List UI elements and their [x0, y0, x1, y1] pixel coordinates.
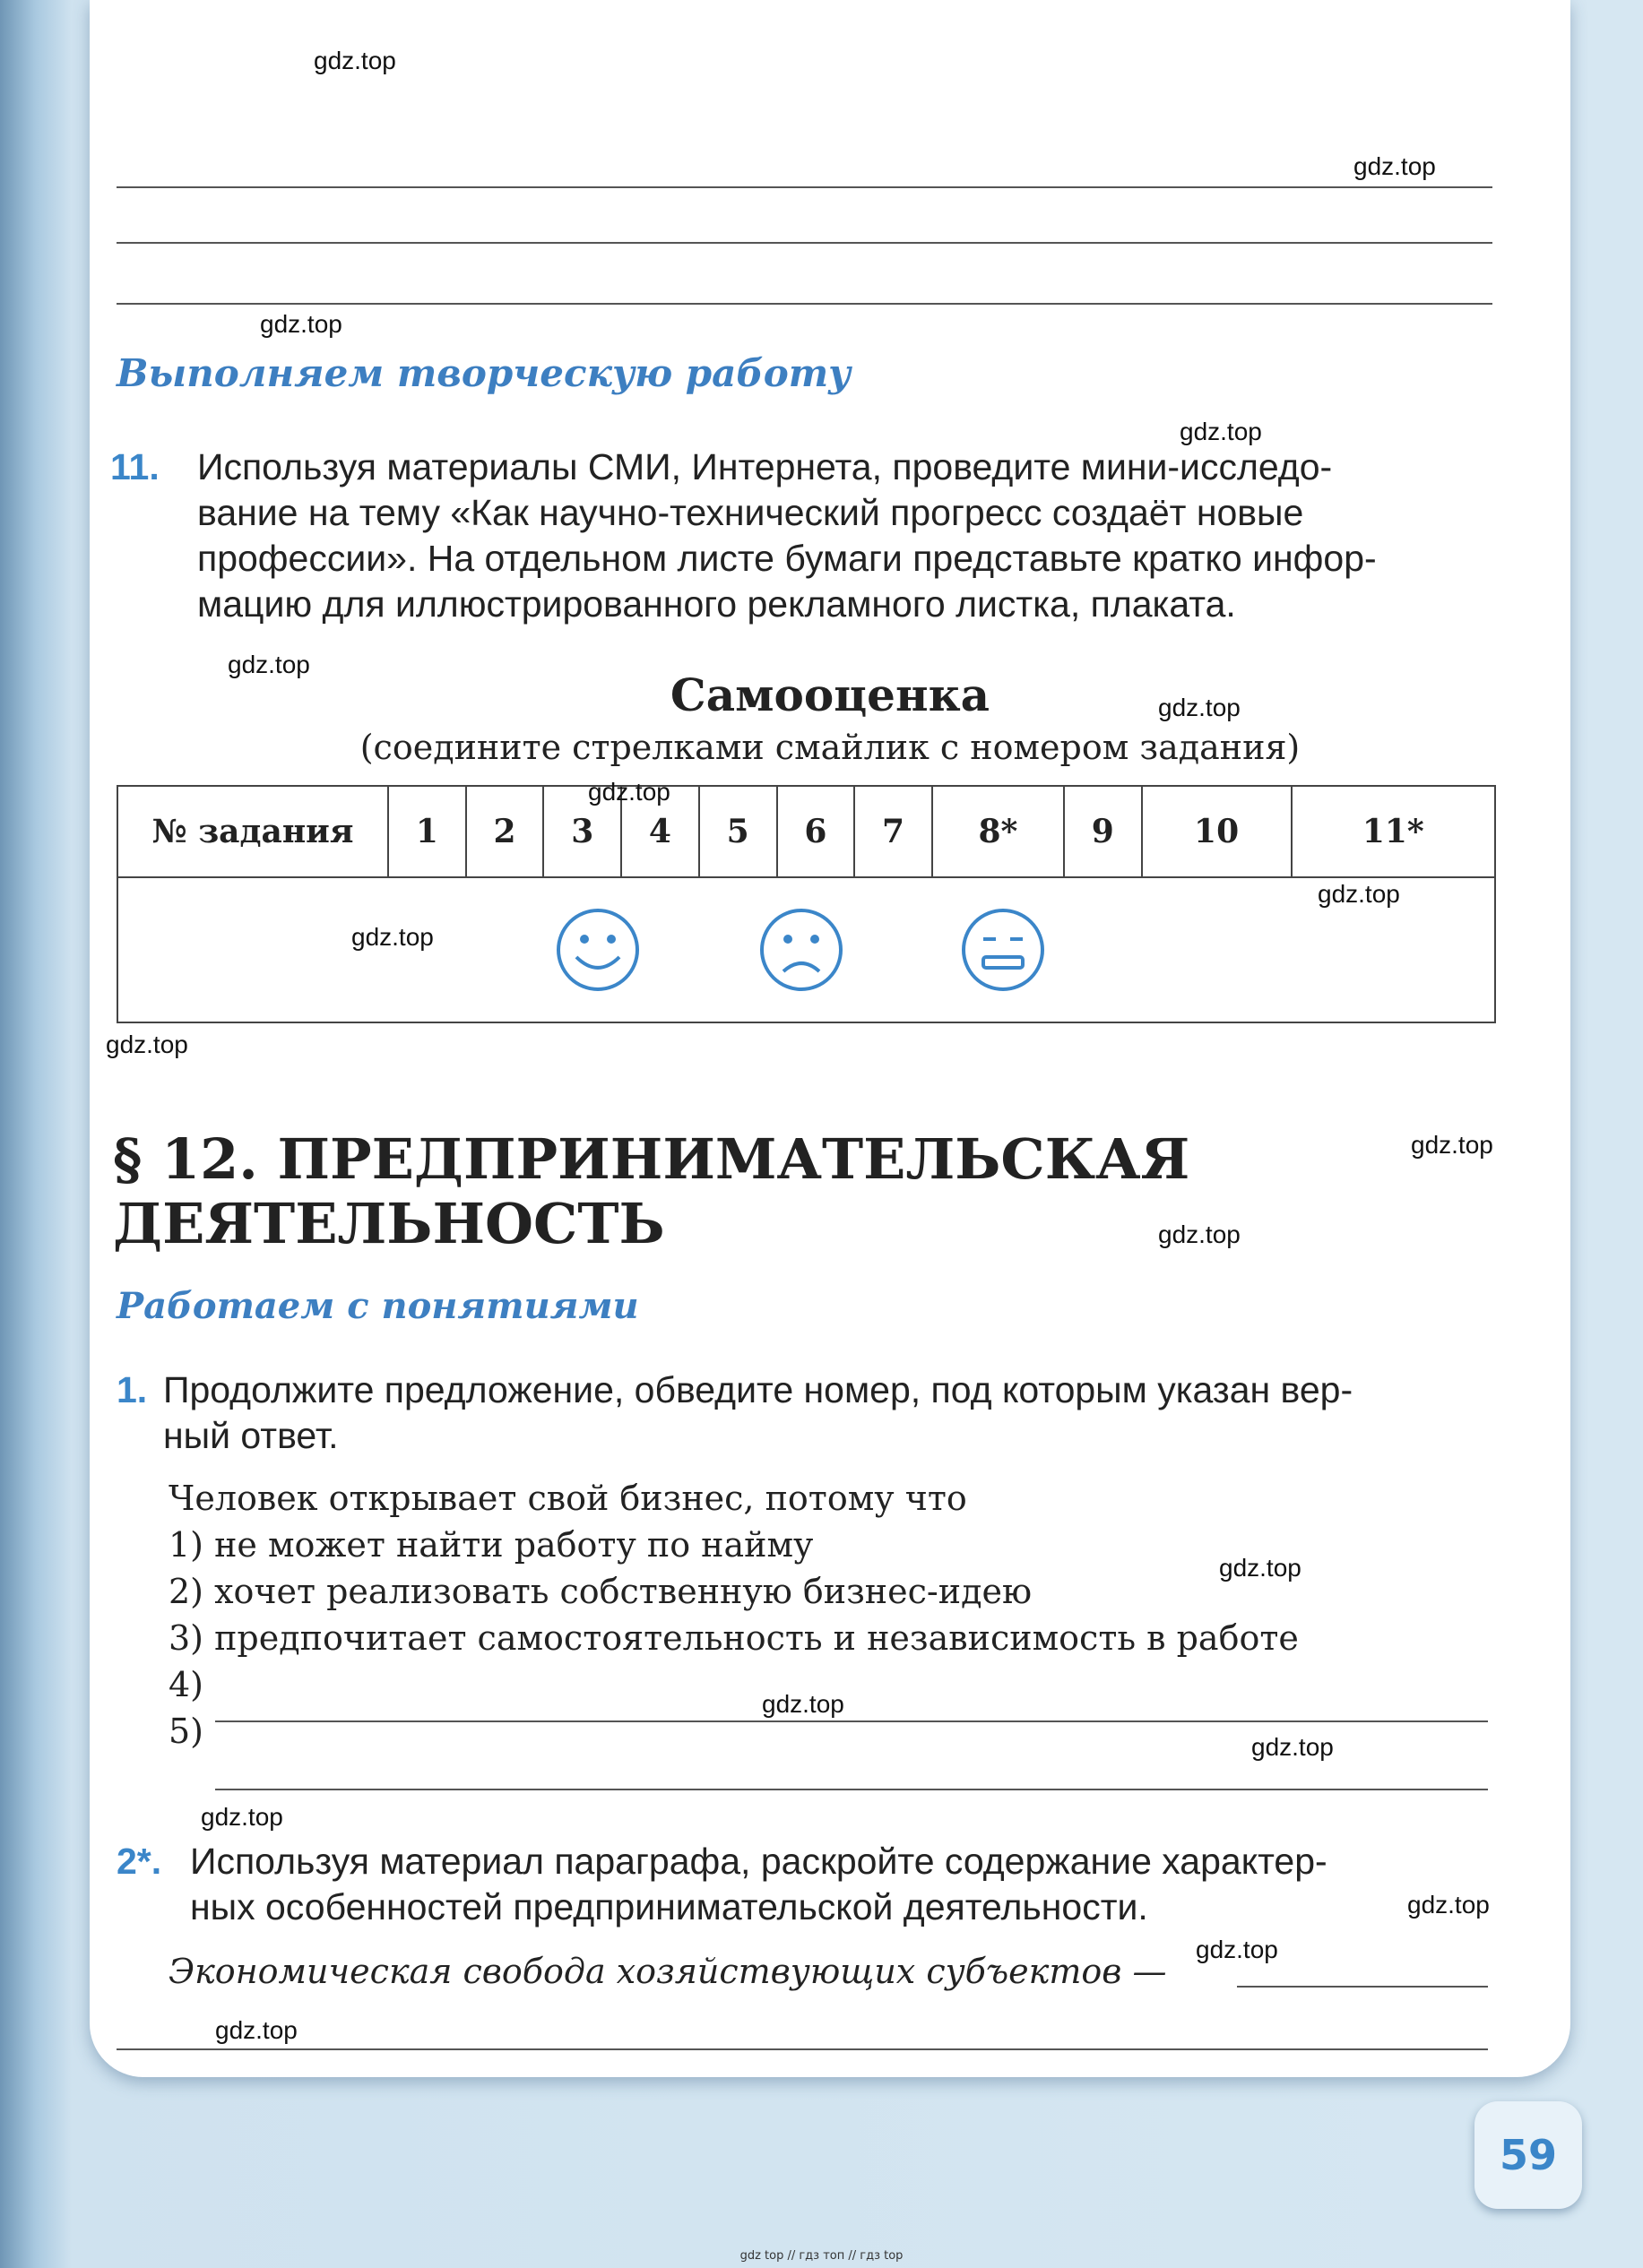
watermark: gdz.top	[1196, 1936, 1278, 1963]
task-11-line: мацию для иллюстрированного рекламного листка, плаката.	[197, 583, 1236, 625]
watermark: gdz.top	[314, 47, 396, 74]
creative-work-heading: Выполняем творческую работу	[117, 351, 852, 395]
task-number-cell: 4	[621, 786, 699, 877]
paragraph-heading-line: § 12. ПРЕДПРИНИМАТЕЛЬСКАЯ	[113, 1126, 1190, 1192]
watermark: gdz.top	[1318, 880, 1400, 908]
task-number-cell: 6	[777, 786, 855, 877]
smile-face-icon[interactable]	[558, 910, 637, 989]
watermark: gdz.top	[1158, 1220, 1241, 1248]
sad-face-icon[interactable]	[762, 910, 841, 989]
watermark: gdz.top	[1158, 694, 1241, 721]
option-5-answer-line[interactable]	[215, 1789, 1488, 1790]
option-1[interactable]: 1) не может найти работу по найму	[169, 1525, 814, 1565]
task-number-cell: 1	[388, 786, 466, 877]
option-4-answer-line[interactable]	[215, 1720, 1488, 1722]
concepts-heading: Работаем с понятиями	[117, 1285, 639, 1327]
task-number-cell: 10	[1142, 786, 1292, 877]
watermark: gdz.top	[1251, 1733, 1334, 1761]
paragraph-heading	[113, 1127, 1189, 1256]
task-11-number: 11.	[110, 446, 160, 487]
watermark: gdz.top	[106, 1031, 188, 1058]
watermark: gdz.top	[351, 923, 434, 951]
task-2-line: ных особенностей предпринимательской деятельности.	[190, 1886, 1148, 1927]
paragraph-heading-line: ДЕЯТЕЛЬНОСТЬ	[113, 1191, 665, 1256]
watermark: gdz.top	[1219, 1554, 1301, 1582]
workbook-page	[90, 0, 1570, 2077]
task-number-cell: 11*	[1292, 786, 1495, 877]
task-2-number: 2*.	[117, 1841, 162, 1882]
bottom-links[interactable]: gdz top // гдз топ // гдз top	[739, 2249, 904, 2263]
task-11-line: профессии». На отдельном листе бумаги представьте кратко инфор-	[197, 538, 1377, 579]
task-2-answer-line[interactable]	[1237, 1986, 1488, 1988]
task-11-line: вание на тему «Как научно-технический прогресс создаёт новые	[197, 492, 1304, 533]
task-1	[117, 1367, 1497, 1459]
task-2-line: Используя материал параграфа, раскройте содержание характер-	[190, 1841, 1327, 1882]
watermark: gdz.top	[588, 778, 670, 806]
watermark: gdz.top	[1407, 1891, 1490, 1919]
watermark: gdz.top	[1180, 418, 1262, 445]
task-1-number: 1.	[117, 1369, 148, 1410]
table-header-label: № задания	[117, 786, 388, 877]
option-4[interactable]: 4)	[169, 1665, 204, 1704]
task-number-cell: 7	[854, 786, 932, 877]
task-1-line: ный ответ.	[163, 1415, 339, 1456]
answer-line	[117, 186, 1492, 188]
task-number-cell: 5	[699, 786, 777, 877]
task-2	[117, 1839, 1497, 1930]
self-assessment-title: Самооценка	[670, 668, 990, 721]
task-number-cell: 3	[543, 786, 621, 877]
task-2-answer-line[interactable]	[117, 2048, 1488, 2050]
task-11	[110, 444, 1504, 627]
answer-line	[117, 242, 1492, 244]
option-5[interactable]: 5)	[169, 1712, 204, 1751]
watermark: gdz.top	[260, 310, 342, 338]
task-2-prompt: Экономическая свобода хозяйствующих субъектов —	[169, 1952, 1167, 1991]
smiley-row-graphic	[118, 878, 1494, 1022]
smiley-cell	[117, 877, 1495, 1022]
watermark: gdz.top	[215, 2016, 298, 2044]
task-number-cell: 2	[466, 786, 544, 877]
self-assessment-table	[117, 785, 1496, 1023]
watermark: gdz.top	[201, 1803, 283, 1831]
watermark: gdz.top	[1411, 1131, 1493, 1159]
watermark: gdz.top	[762, 1690, 844, 1718]
page-number: 59	[1474, 2101, 1582, 2209]
task-number-cell: 9	[1064, 786, 1142, 877]
watermark: gdz.top	[1353, 152, 1436, 180]
task-number-cell: 8*	[932, 786, 1064, 877]
neutral-face-icon[interactable]	[964, 910, 1042, 989]
task-1-stem: Человек открывает свой бизнес, потому что	[169, 1479, 967, 1518]
option-3[interactable]: 3) предпочитает самостоятельность и независимость в работе	[169, 1618, 1299, 1658]
option-2[interactable]: 2) хочет реализовать собственную бизнес-идею	[169, 1572, 1033, 1611]
task-11-line: Используя материалы СМИ, Интернета, проведите мини-исследо-	[197, 446, 1333, 487]
watermark: gdz.top	[228, 651, 310, 678]
task-1-line: Продолжите предложение, обведите номер, под которым указан вер-	[163, 1369, 1353, 1410]
answer-line	[117, 303, 1492, 305]
self-assessment-subtitle: (соедините стрелками смайлик с номером задания)	[359, 728, 1301, 767]
